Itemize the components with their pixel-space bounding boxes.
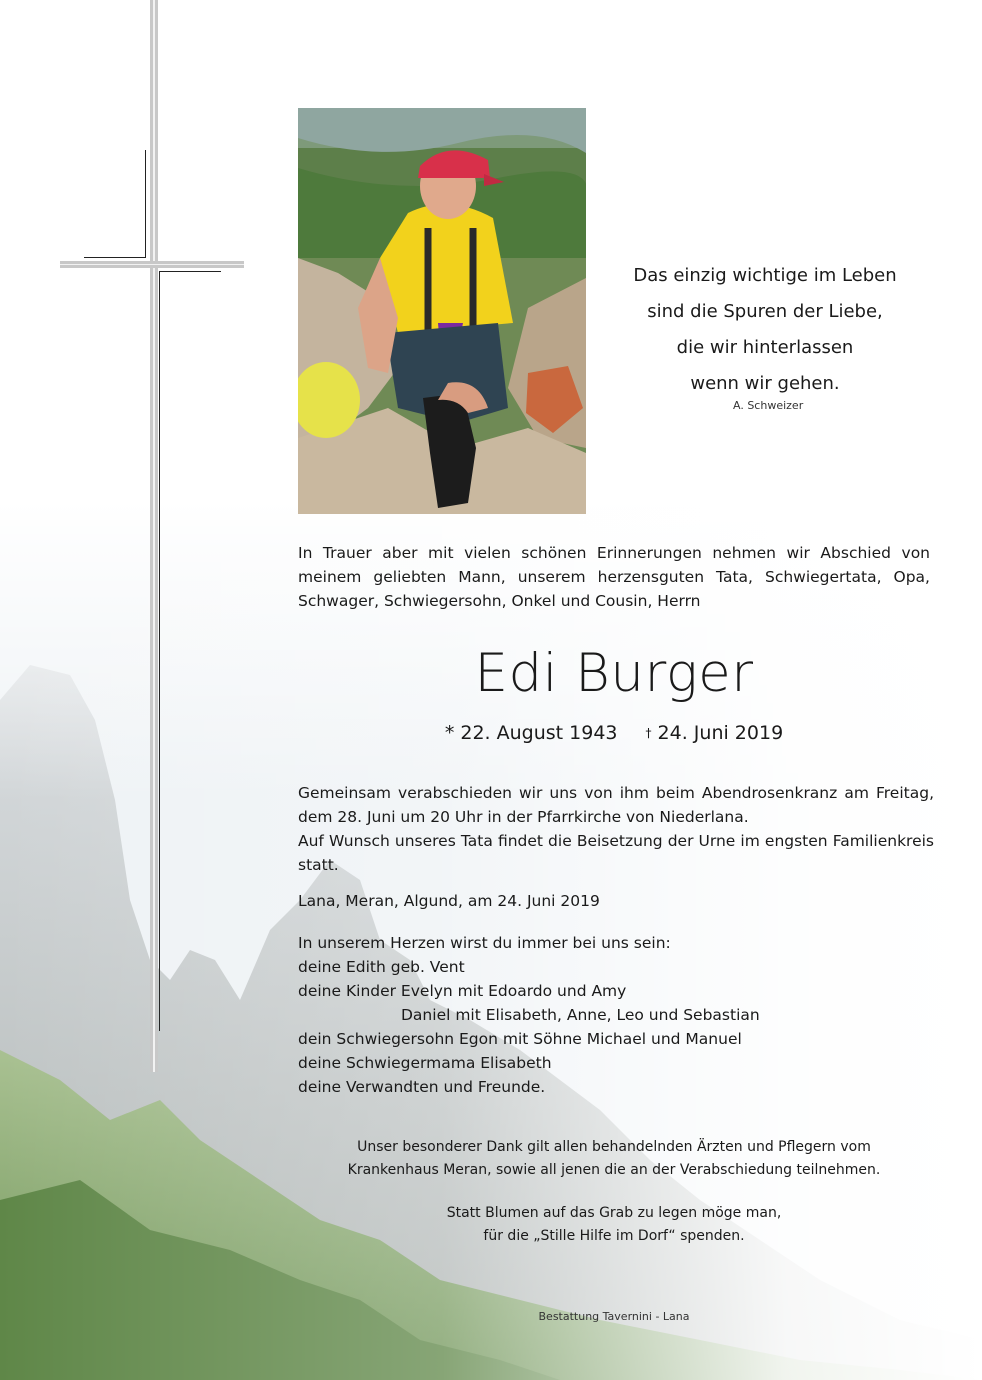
- announcement-body: [298, 781, 934, 1099]
- donation-note: [298, 1202, 930, 1248]
- family-list: [298, 931, 934, 1099]
- cross-outline: [84, 257, 146, 258]
- thanks-note: [298, 1136, 930, 1182]
- cross-vertical-beam: [150, 0, 158, 1072]
- quote-line: Das einzig wichtige im Leben: [633, 265, 897, 286]
- quote-line: die wir hinterlassen: [676, 337, 854, 358]
- cross-horizontal-beam: [60, 261, 244, 268]
- quote-author: A. Schweizer: [733, 399, 804, 412]
- cross-outline: [145, 150, 146, 258]
- deceased-name: Edi Burger: [474, 643, 754, 704]
- family-line: Daniel mit Elisabeth, Anne, Leo und Sebastian: [401, 1006, 760, 1024]
- place-date: Lana, Meran, Algund, am 24. Juni 2019: [298, 892, 600, 910]
- donation-line: für die „Stille Hilfe im Dorf“ spenden.: [483, 1228, 745, 1244]
- portrait-illustration: [298, 108, 586, 514]
- memorial-quote: [600, 258, 930, 402]
- family-line: deine Schwiegermama Elisabeth: [298, 1054, 552, 1072]
- service-info: Gemeinsam verabschieden wir uns von ihm beim Abendrosenkranz am Freitag, dem 28. Juni um 20 Uhr in der Pfarrkirche von Niederlana.: [298, 784, 934, 826]
- life-dates: [298, 716, 930, 750]
- family-line: deine Verwandten und Freunde.: [298, 1078, 546, 1096]
- thanks-line: Unser besonderer Dank gilt allen behandelnden Ärzten und Pflegern vom: [357, 1139, 871, 1155]
- donation-line: Statt Blumen auf das Grab zu legen möge man,: [446, 1205, 782, 1221]
- family-line: dein Schwiegersohn Egon mit Söhne Michael und Manuel: [298, 1030, 742, 1048]
- portrait-photo: [298, 108, 586, 514]
- thanks-line: Krankenhaus Meran, sowie all jenen die an der Verabschiedung teilnehmen.: [347, 1162, 881, 1178]
- family-line: deine Edith geb. Vent: [298, 958, 465, 976]
- quote-line: wenn wir gehen.: [690, 373, 840, 394]
- cross-outline: [159, 271, 221, 272]
- family-line: In unserem Herzen wirst du immer bei uns sein:: [298, 934, 671, 952]
- intro-text: In Trauer aber mit vielen schönen Erinnerungen nehmen wir Abschied von meinem geliebten Mann, unserem herzensguten Tata, Schwiegertata, Opa, Schwager, Schwiegersohn, Onkel und Cousin, Herrn: [298, 544, 930, 610]
- family-line: deine Kinder Evelyn mit Edoardo und Amy: [298, 982, 627, 1000]
- cross-outline: [159, 271, 160, 1031]
- birth-date: * 22. August 1943: [444, 722, 618, 744]
- dagger-icon: †: [645, 726, 652, 740]
- burial-info: Auf Wunsch unseres Tata findet die Beisetzung der Urne im engsten Familienkreis statt.: [298, 832, 934, 874]
- undertaker-credit: Bestattung Tavernini - Lana: [538, 1310, 690, 1323]
- death-date: 24. Juni 2019: [657, 722, 784, 744]
- quote-line: sind die Spuren der Liebe,: [647, 301, 883, 322]
